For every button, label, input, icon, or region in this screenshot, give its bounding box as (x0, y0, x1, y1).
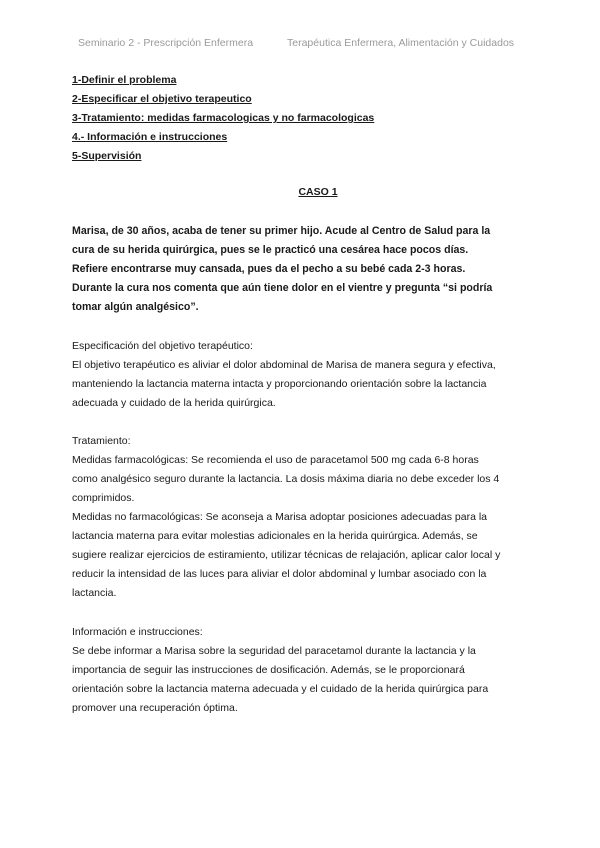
objective-line: El objetivo terapéutico es aliviar el dolor abdominal de Marisa de manera segura y efectiva, (72, 359, 496, 371)
case-line: tomar algún analgésico”. (72, 301, 199, 313)
step-item: 5-Supervisión (72, 150, 142, 162)
treatment-heading: Tratamiento: (72, 435, 131, 447)
treatment-line: reducir la intensidad de las luces para aliviar el dolor abdominal y lumbar asociado con la (72, 568, 487, 580)
step-item: 2-Especificar el objetivo terapeutico (72, 93, 252, 105)
treatment-line: lactancia materna para evitar molestias adicionales en la herida quirúrgica. Además, se (72, 530, 478, 542)
header-left: Seminario 2 - Prescripción Enfermera (78, 37, 254, 49)
step-item: 1-Definir el problema (72, 74, 177, 86)
step-item: 3-Tratamiento: medidas farmacologicas y no farmacologicas (72, 112, 375, 124)
treatment-line: Medidas no farmacológicas: Se aconseja a Marisa adoptar posiciones adecuadas para la (72, 511, 487, 523)
case-line: Refiere encontrarse muy cansada, pues da el pecho a su bebé cada 2-3 horas. (72, 263, 466, 275)
info-section (72, 623, 528, 718)
step-item: 4.- Información e instrucciones (72, 131, 228, 143)
treatment-line: comprimidos. (72, 492, 135, 504)
treatment-section (72, 432, 528, 603)
steps-list (72, 71, 374, 166)
objective-line: manteniendo la lactancia materna intacta y proporcionando orientación sobre la lactancia (72, 378, 487, 390)
info-line: importancia de seguir las instrucciones de dosificación. Además, se le proporcionará (72, 664, 465, 676)
case-title: CASO 1 (298, 186, 338, 198)
treatment-line: como analgésico seguro durante la lactancia. La dosis máxima diaria no debe exceder los 4 (72, 473, 500, 485)
case-description (72, 222, 528, 317)
case-line: Durante la cura nos comenta que aún tiene dolor en el vientre y pregunta “si podría (72, 282, 493, 294)
objective-heading: Especificación del objetivo terapéutico: (72, 340, 253, 352)
info-line: orientación sobre la lactancia materna adecuada y el cuidado de la herida quirúrgica para (72, 683, 489, 695)
objective-section (72, 337, 528, 413)
objective-line: adecuada y cuidado de la herida quirúrgica. (72, 397, 276, 409)
treatment-line: sugiere realizar ejercicios de estiramiento, utilizar técnicas de relajación, aplicar calor local y (72, 549, 501, 561)
header-right: Terapéutica Enfermera, Alimentación y Cuidados (287, 37, 515, 49)
case-line: cura de su herida quirúrgica, pues se le practicó una cesárea hace pocos días. (72, 244, 469, 256)
info-line: Se debe informar a Marisa sobre la seguridad del paracetamol durante la lactancia y la (72, 645, 476, 657)
case-line: Marisa, de 30 años, acaba de tener su primer hijo. Acude al Centro de Salud para la (72, 225, 491, 237)
treatment-line: lactancia. (72, 587, 117, 599)
info-line: promover una recuperación óptima. (72, 702, 238, 714)
info-heading: Información e instrucciones: (72, 626, 203, 638)
treatment-line: Medidas farmacológicas: Se recomienda el uso de paracetamol 500 mg cada 6-8 horas (72, 454, 479, 466)
